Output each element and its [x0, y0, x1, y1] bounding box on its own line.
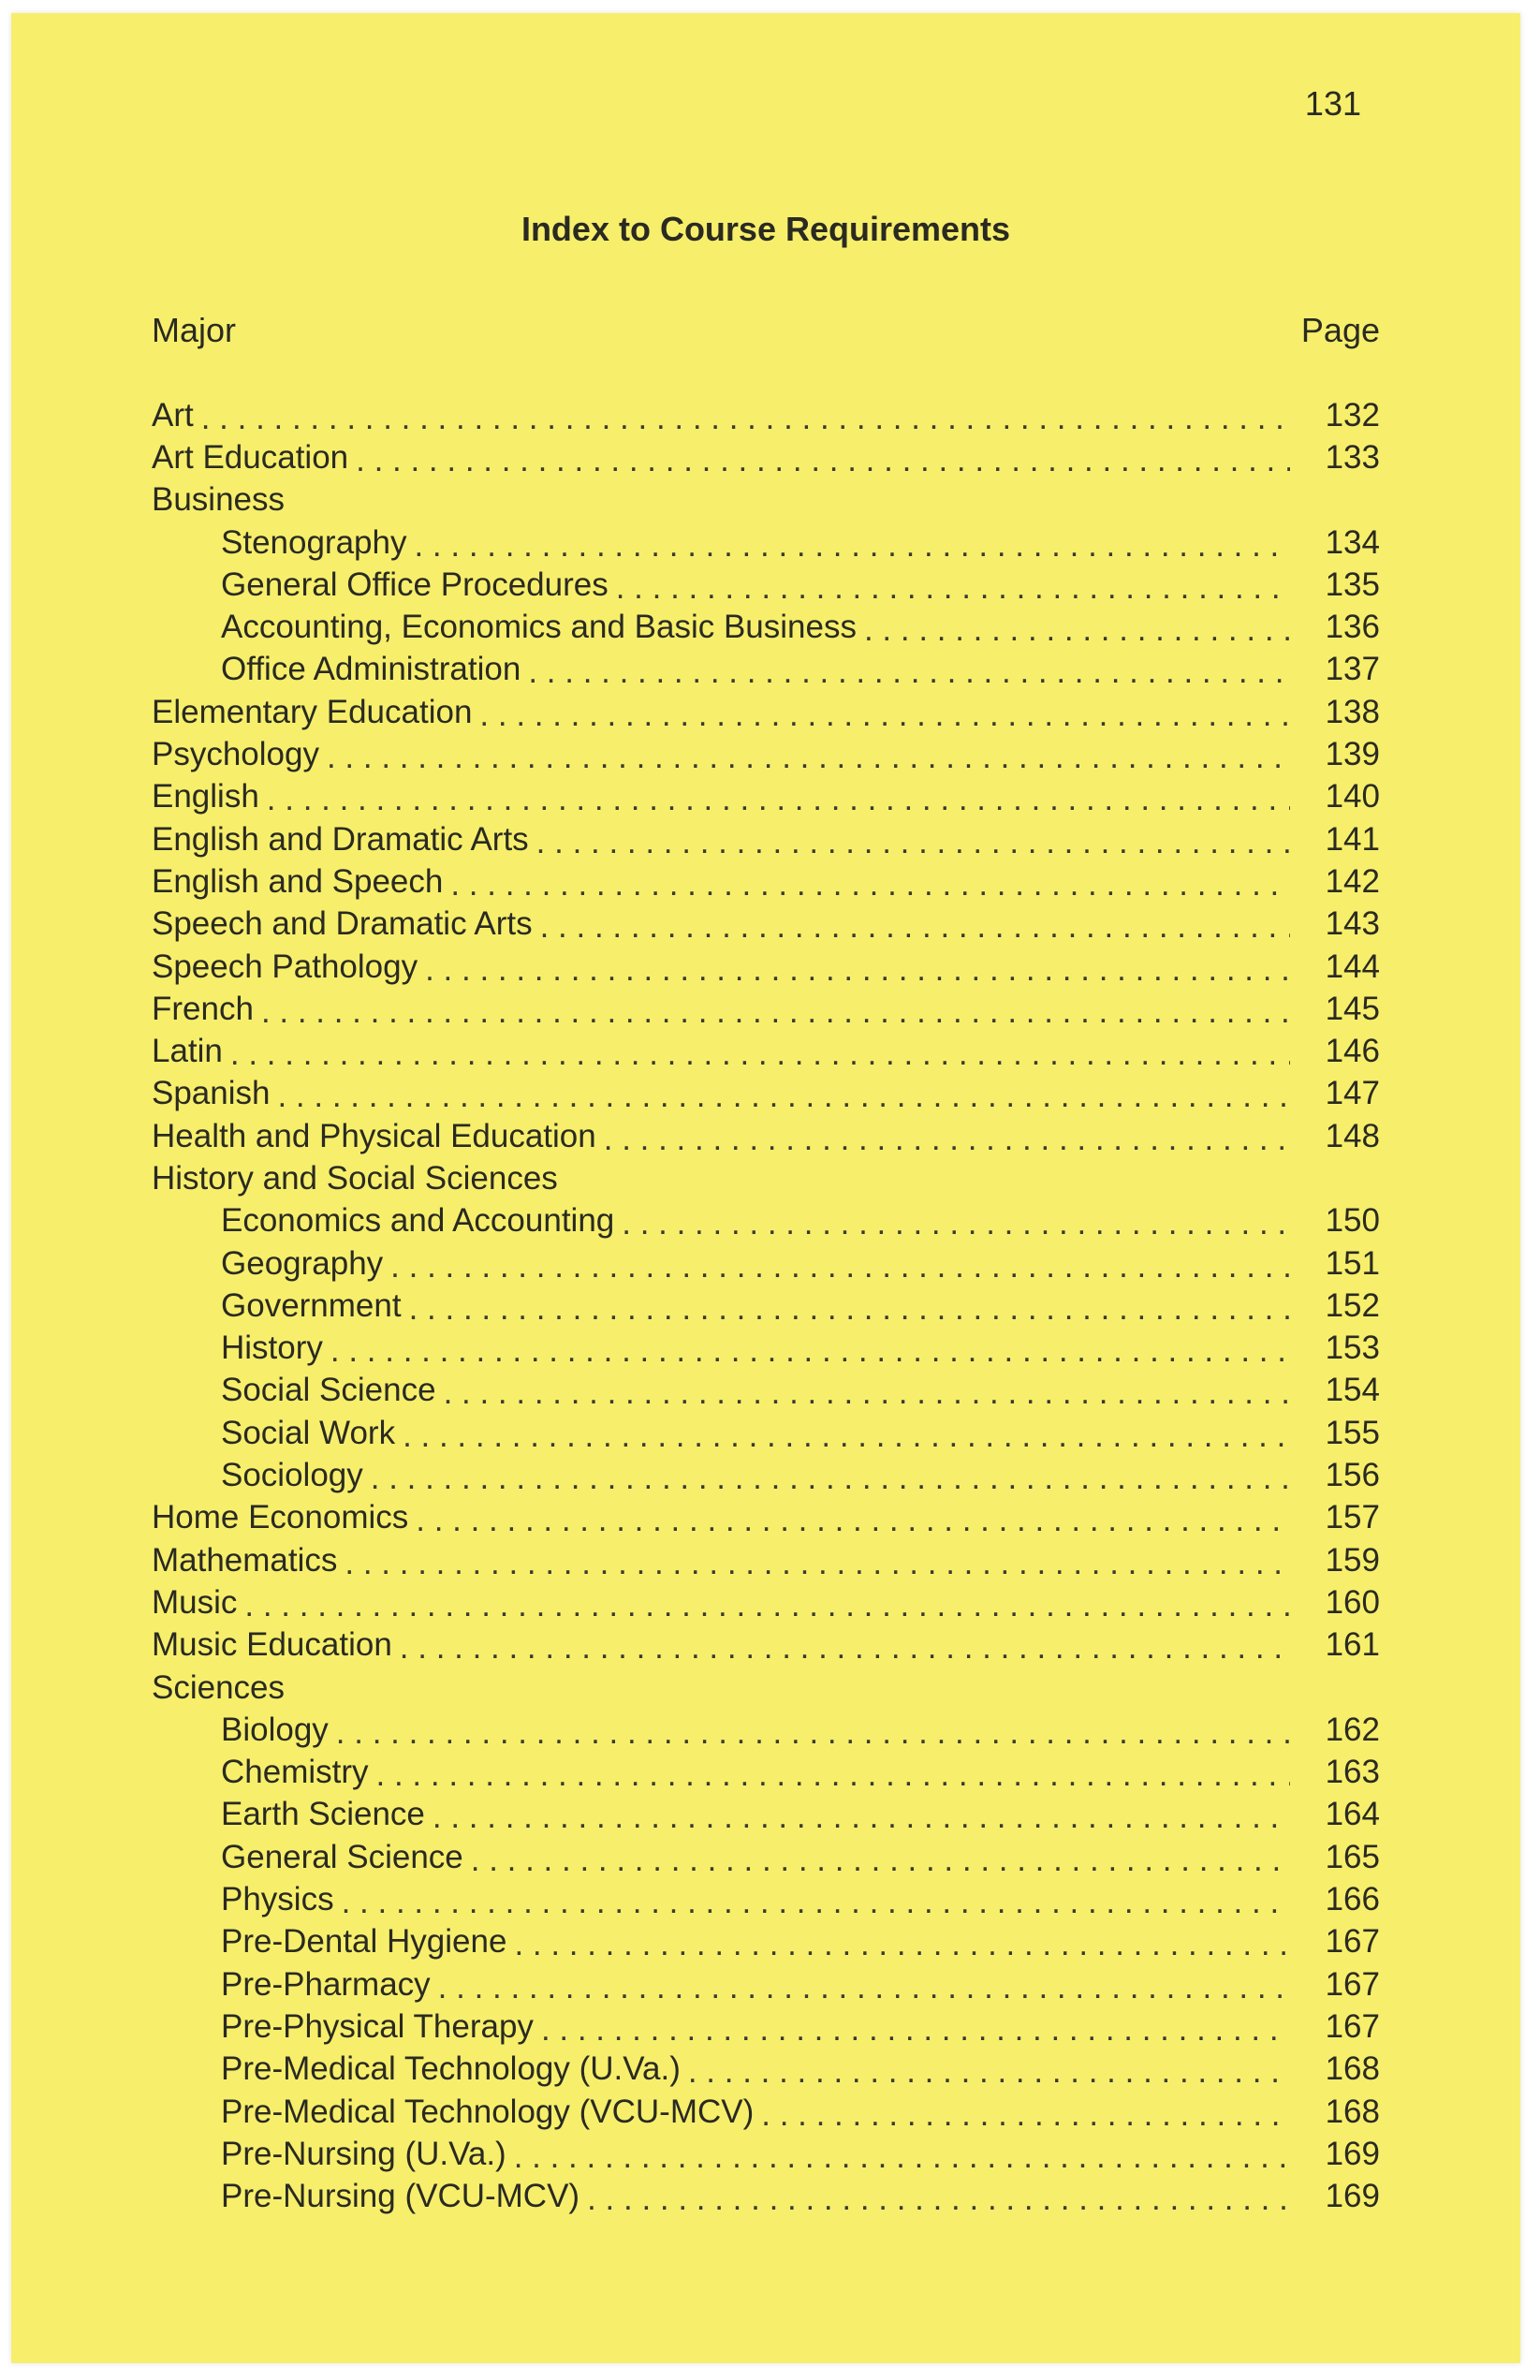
- index-entry-label: Physics: [221, 1881, 334, 1918]
- index-entry: [152, 2175, 1380, 2217]
- dot-leader: [587, 2181, 1290, 2218]
- index-entry: [152, 776, 1380, 818]
- column-header-major: Major: [152, 311, 237, 349]
- index-entry: [152, 2005, 1380, 2048]
- dot-leader: [230, 1036, 1290, 1073]
- index-entry-label: Government: [221, 1286, 402, 1324]
- index-entry-page: 133: [1325, 438, 1380, 476]
- index-entry: [152, 733, 1380, 775]
- index-entry-label: Accounting, Economics and Basic Business: [221, 609, 857, 646]
- index-entry-label: Pre-Nursing (VCU-MCV): [221, 2178, 580, 2215]
- index-entry-page: 134: [1325, 523, 1380, 561]
- index-entry-page: 164: [1325, 1796, 1380, 1833]
- index-entry-label: Spanish: [152, 1075, 271, 1112]
- dot-leader: [622, 1205, 1290, 1242]
- index-entry-page: 153: [1325, 1330, 1380, 1367]
- index-entry: [152, 1412, 1380, 1454]
- index-entry: [152, 564, 1380, 606]
- index-entry-page: 142: [1325, 862, 1380, 900]
- index-entry-page: 137: [1325, 651, 1380, 688]
- index-entry-page: 139: [1325, 736, 1380, 773]
- index-entry-page: 167: [1325, 2007, 1380, 2045]
- index-entry-label: History and Social Sciences: [152, 1159, 558, 1197]
- index-entry-page: 167: [1325, 1965, 1380, 2003]
- index-entry: [152, 1794, 1380, 1836]
- index-entry-page: 161: [1325, 1626, 1380, 1664]
- index-entry: [152, 1200, 1380, 1242]
- index-entry-label: General Science: [221, 1838, 463, 1875]
- index-entry-label: Speech Pathology: [152, 948, 418, 985]
- index-entry-label: Art: [152, 396, 194, 433]
- index-entry-page: 154: [1325, 1372, 1380, 1409]
- dot-leader: [479, 697, 1290, 734]
- index-entry: [152, 394, 1380, 436]
- dot-leader: [444, 1374, 1290, 1412]
- index-entry-page: 143: [1325, 905, 1380, 943]
- index-entry-page: 169: [1325, 2178, 1380, 2215]
- index-entry-label: Pre-Nursing (U.Va.): [221, 2135, 506, 2172]
- dot-leader: [403, 1418, 1290, 1455]
- index-entry: [152, 522, 1380, 564]
- index-entry: [152, 1836, 1380, 1878]
- dot-leader: [345, 1545, 1290, 1582]
- index-entry-page: 168: [1325, 2093, 1380, 2130]
- index-entry-label: Social Science: [221, 1372, 436, 1409]
- index-entry-label: Art Education: [152, 438, 349, 476]
- index-entry: [152, 860, 1380, 903]
- index-entry-page: 169: [1325, 2135, 1380, 2172]
- index-entry-label: English and Dramatic Arts: [152, 820, 529, 858]
- index-entry-label: Chemistry: [221, 1754, 369, 1791]
- index-entry-page: 147: [1325, 1075, 1380, 1112]
- index-entry: [152, 2133, 1380, 2175]
- index-entry-page: 165: [1325, 1838, 1380, 1875]
- index-entry-page: 146: [1325, 1033, 1380, 1070]
- dot-leader: [244, 1587, 1290, 1624]
- dot-leader: [267, 781, 1290, 818]
- index-entry-page: 167: [1325, 1923, 1380, 1961]
- index-entry: [152, 606, 1380, 648]
- index-entry-label: Psychology: [152, 736, 319, 773]
- dot-leader: [342, 1884, 1290, 1921]
- index-entry: [152, 1370, 1380, 1412]
- index-entry: [152, 904, 1380, 946]
- index-entry-label: Economics and Accounting: [221, 1202, 615, 1240]
- index-entry: [152, 1242, 1380, 1285]
- index-entry-label: Pre-Pharmacy: [221, 1965, 431, 2003]
- index-entry: [152, 1624, 1380, 1667]
- index-entry-page: 168: [1325, 2050, 1380, 2088]
- dot-leader: [371, 1460, 1290, 1497]
- page: [11, 13, 1520, 2363]
- index-entry-label: Latin: [152, 1033, 223, 1070]
- index-entry-page: 160: [1325, 1583, 1380, 1621]
- index-entry-label: Business: [152, 481, 286, 519]
- dot-leader: [414, 527, 1290, 565]
- index-entry-page: 151: [1325, 1244, 1380, 1282]
- dot-leader: [604, 1121, 1290, 1158]
- index-entry-label: Geography: [221, 1244, 384, 1282]
- index-entry: [152, 1921, 1380, 1963]
- index-entry-label: English: [152, 778, 259, 815]
- index-entry-label: Health and Physical Education: [152, 1117, 596, 1154]
- index-entry-label: Earth Science: [221, 1796, 425, 1833]
- index-entry: [152, 1752, 1380, 1794]
- index-entry: [152, 691, 1380, 733]
- dot-leader: [471, 1842, 1290, 1879]
- index-entry-label: Speech and Dramatic Arts: [152, 905, 533, 943]
- index-entry-page: 159: [1325, 1541, 1380, 1579]
- index-entry: [152, 1539, 1380, 1581]
- index-entry-page: 155: [1325, 1414, 1380, 1451]
- index-entry: [152, 1497, 1380, 1539]
- index-entry-label: Music: [152, 1583, 238, 1621]
- index-entry: [152, 1963, 1380, 2005]
- index-entry-label: Music Education: [152, 1626, 392, 1664]
- index-entry-label: Stenography: [221, 523, 407, 561]
- index-entry-page: 156: [1325, 1457, 1380, 1494]
- index-entry: [152, 1709, 1380, 1751]
- index-entry: [152, 988, 1380, 1030]
- index-entry: [152, 1073, 1380, 1115]
- index-entry-page: 162: [1325, 1711, 1380, 1748]
- dot-leader: [336, 1714, 1290, 1752]
- dot-leader: [541, 2011, 1290, 2049]
- dot-leader: [390, 1248, 1290, 1285]
- dot-leader: [356, 442, 1290, 479]
- index-entry-page: 141: [1325, 820, 1380, 858]
- index-entry-page: 144: [1325, 948, 1380, 985]
- index-entry-label: Sciences: [152, 1668, 286, 1706]
- dot-leader: [616, 569, 1290, 607]
- index-entry-page: 166: [1325, 1881, 1380, 1918]
- index-entry-label: Office Administration: [221, 651, 521, 688]
- index-entry: [152, 818, 1380, 860]
- dot-leader: [400, 1629, 1290, 1667]
- index-entry-label: English and Speech: [152, 862, 444, 900]
- dot-leader: [528, 654, 1290, 691]
- dot-leader: [261, 993, 1290, 1031]
- index-entry-label: French: [152, 990, 254, 1027]
- index-entry-page: 148: [1325, 1117, 1380, 1154]
- index-entry-label: Sociology: [221, 1457, 363, 1494]
- dot-leader: [330, 1332, 1290, 1370]
- dot-leader: [277, 1078, 1290, 1115]
- index-entry-label: Pre-Physical Therapy: [221, 2007, 534, 2045]
- index-entry: [152, 1581, 1380, 1623]
- dot-leader: [201, 400, 1290, 437]
- index-entry-page: 150: [1325, 1202, 1380, 1240]
- dot-leader: [425, 951, 1290, 989]
- dot-leader: [540, 908, 1290, 946]
- index-section-heading: [152, 1667, 1380, 1709]
- index-entry: [152, 649, 1380, 691]
- dot-leader: [761, 2096, 1290, 2134]
- index-entry-page: 136: [1325, 609, 1380, 646]
- dot-leader: [688, 2053, 1290, 2091]
- index-entry-label: Pre-Medical Technology (U.Va.): [221, 2050, 681, 2088]
- index-entry-label: General Office Procedures: [221, 566, 609, 603]
- page-title: Index to Course Requirements: [521, 210, 1011, 248]
- index-entry-label: Elementary Education: [152, 693, 473, 730]
- index-entry-page: 138: [1325, 693, 1380, 730]
- index-list: [152, 394, 1380, 2218]
- index-section-heading: [152, 479, 1380, 522]
- index-entry: [152, 946, 1380, 988]
- dot-leader: [450, 866, 1290, 904]
- index-entry-label: Pre-Medical Technology (VCU-MCV): [221, 2093, 755, 2130]
- index-entry-label: Pre-Dental Hygiene: [221, 1923, 507, 1961]
- dot-leader: [376, 1756, 1290, 1794]
- index-entry: [152, 1328, 1380, 1370]
- dot-leader: [327, 739, 1290, 776]
- dot-leader: [438, 1969, 1290, 2006]
- index-entry: [152, 1454, 1380, 1496]
- index-entry-label: History: [221, 1330, 323, 1367]
- index-entry-page: 145: [1325, 990, 1380, 1027]
- index-entry-page: 152: [1325, 1286, 1380, 1324]
- index-entry-page: 135: [1325, 566, 1380, 603]
- page-number: 131: [1304, 84, 1361, 123]
- index-entry-label: Home Economics: [152, 1499, 409, 1536]
- dot-leader: [536, 824, 1290, 861]
- dot-leader: [514, 2138, 1290, 2176]
- index-section-heading: [152, 1157, 1380, 1199]
- dot-leader: [864, 611, 1290, 649]
- dot-leader: [416, 1502, 1290, 1539]
- index-entry: [152, 2049, 1380, 2091]
- dot-leader: [409, 1290, 1290, 1328]
- dot-leader: [433, 1799, 1290, 1836]
- index-entry: [152, 1030, 1380, 1072]
- index-entry-page: 140: [1325, 778, 1380, 815]
- index-entry: [152, 1285, 1380, 1327]
- index-entry-label: Social Work: [221, 1414, 396, 1451]
- index-entry: [152, 2091, 1380, 2133]
- index-entry-page: 157: [1325, 1499, 1380, 1536]
- dot-leader: [514, 1926, 1290, 1963]
- index-entry-page: 132: [1325, 396, 1380, 433]
- index-entry-label: Mathematics: [152, 1541, 338, 1579]
- index-entry: [152, 1115, 1380, 1157]
- index-entry-page: 163: [1325, 1754, 1380, 1791]
- index-entry-label: Biology: [221, 1711, 329, 1748]
- index-entry: [152, 436, 1380, 478]
- column-header-page: Page: [1300, 311, 1380, 349]
- index-entry: [152, 1878, 1380, 1920]
